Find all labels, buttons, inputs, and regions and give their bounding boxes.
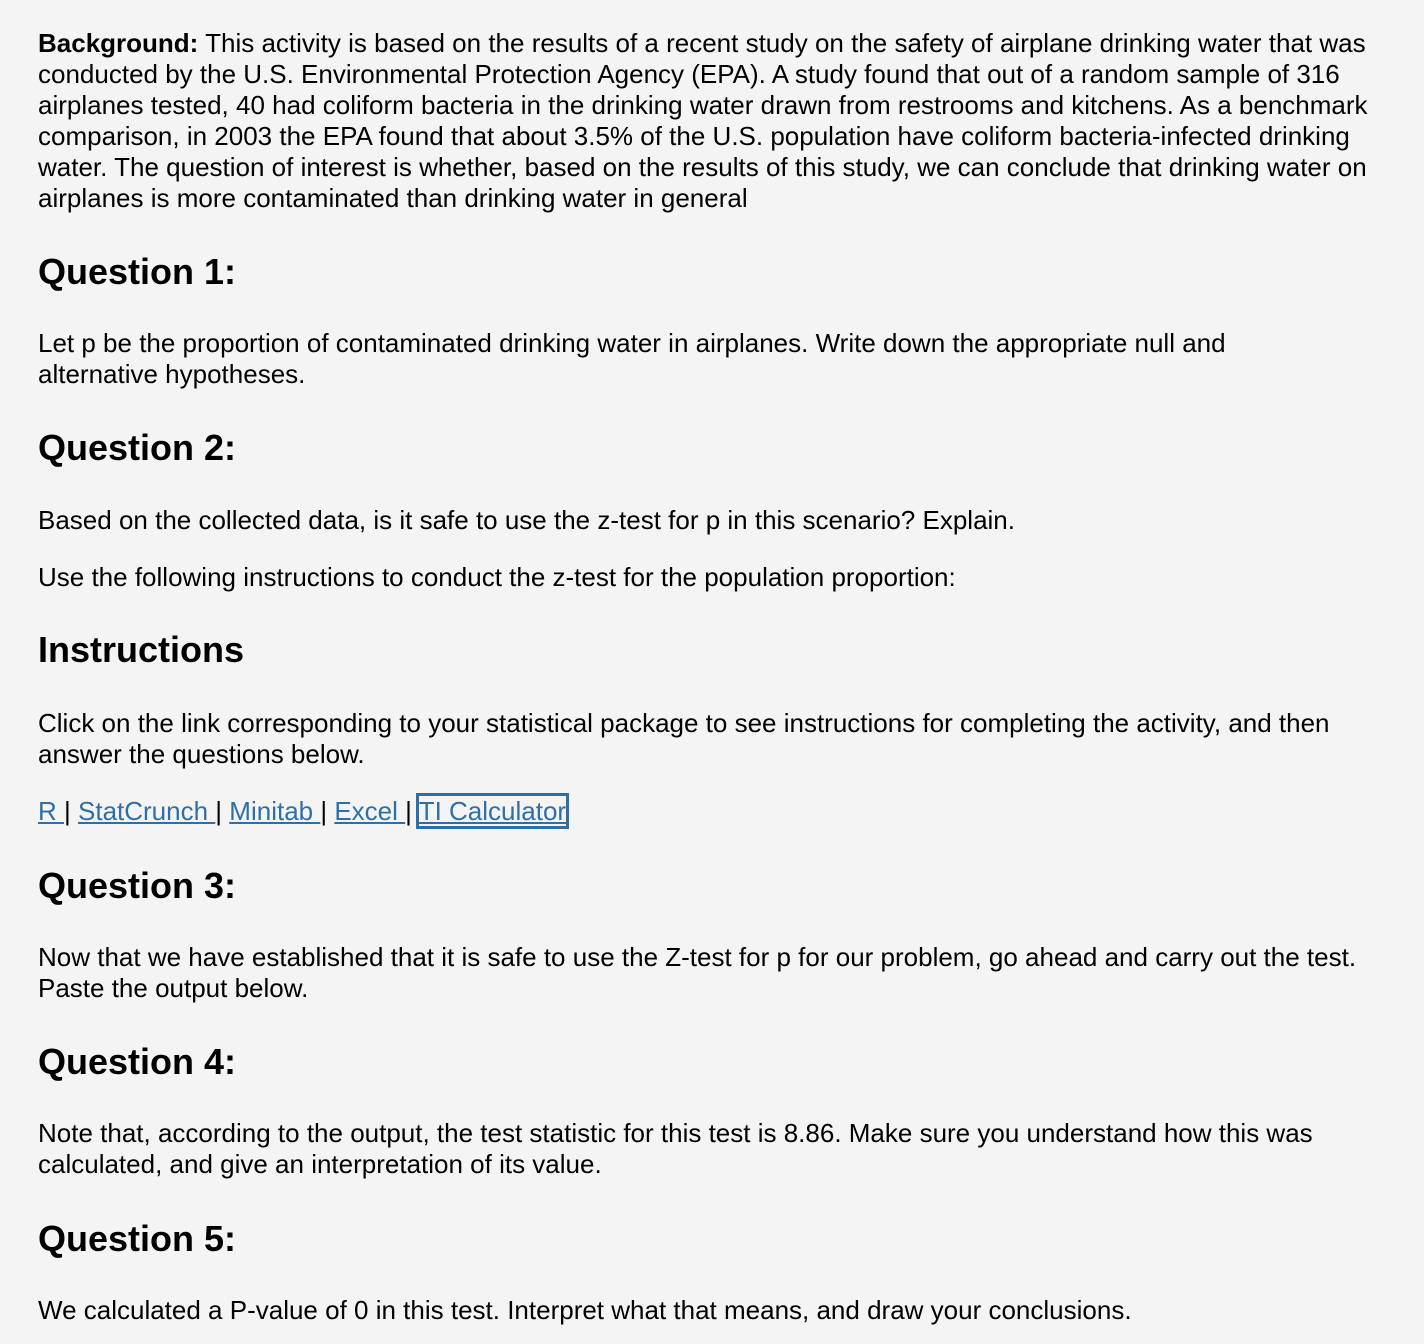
background-label: Background:: [38, 28, 199, 58]
question-3-text: Now that we have established that it is safe to use the Z-test for p for our problem, go ahead and carry out the test. Paste the output below.: [38, 942, 1357, 1003]
question-2-text: Based on the collected data, is it safe to use the z-test for p in this scenario? Explain.: [38, 505, 1015, 535]
ti-calculator-link[interactable]: TI Calculator: [418, 796, 567, 826]
excel-link[interactable]: Excel: [334, 796, 406, 826]
link-separator: |: [320, 796, 328, 826]
link-separator: |: [64, 796, 71, 826]
background-paragraph: [38, 28, 1368, 214]
statcrunch-link[interactable]: StatCrunch: [78, 796, 216, 826]
link-separator: |: [215, 796, 223, 826]
question-4-heading: Question 4:: [38, 1041, 237, 1082]
r-link[interactable]: R: [38, 796, 64, 826]
instructions-text: Click on the link corresponding to your statistical package to see instructions for completing the activity, and then answer the questions below.: [38, 708, 1330, 769]
link-separator: |: [405, 796, 412, 826]
package-links: [38, 796, 566, 827]
minitab-link[interactable]: Minitab: [229, 796, 321, 826]
question-4-text: Note that, according to the output, the test statistic for this test is 8.86. Make sure you understand how this was calculated, and give an interpretation of its value.: [38, 1118, 1313, 1179]
question-2-instructions-text: Use the following instructions to conduct the z-test for the population proportion:: [38, 562, 956, 592]
background-text: This activity is based on the results of a recent study on the safety of airplane drinking water that was conducted by the U.S. Environmental Protection Agency (EPA). A study found that out of a random sample of 316 airplanes tested, 40 had coliform bacteria in the drinking water drawn from restrooms and kitchens. As a benchmark comparison, in 2003 the EPA found that about 3.5% of the U.S. population have coliform bacteria-infected drinking water. The question of interest is whether, based on the results of this study, we can conclude that drinking water on airplanes is more contaminated than drinking water in general: [38, 28, 1368, 213]
question-1-text: Let p be the proportion of contaminated drinking water in airplanes. Write down the appropriate null and alternative hypotheses.: [38, 328, 1226, 389]
question-5-heading: Question 5:: [38, 1218, 237, 1259]
question-2-heading: Question 2:: [38, 427, 237, 468]
instructions-heading: Instructions: [38, 629, 245, 670]
question-3-heading: Question 3:: [38, 865, 237, 906]
question-1-heading: Question 1:: [38, 251, 237, 292]
question-5-text: We calculated a P-value of 0 in this test. Interpret what that means, and draw your conclusions.: [38, 1295, 1132, 1325]
